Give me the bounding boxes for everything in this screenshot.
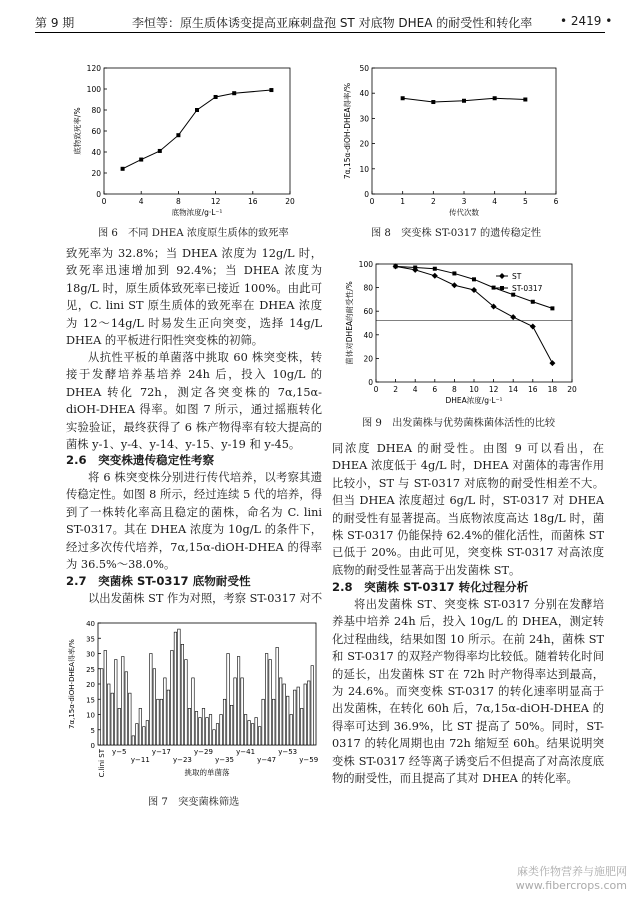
y-tick-label: 10 [86, 711, 95, 720]
fig7-bar [234, 678, 237, 745]
y-tick-label: 120 [86, 64, 101, 73]
fig7-bar [311, 666, 314, 745]
y-tick-label: 0 [364, 190, 369, 199]
plot-frame [104, 68, 290, 194]
paragraph-p3: 将 6 株突变株分别进行传代培养，以考察其遗传稳定性。如图 8 所示，经过连续 5 代的培养，得到了一株转化率高且稳定的菌株，命名为 C. lini ST-0317。其在 DHEA 浓度为 10g/L 的条件下，经过多次传代培养，7α,15α-diOH-DHEA 的得率为 36.5%～38.0%。 [66, 471, 322, 572]
y-tick-label: 20 [363, 354, 373, 364]
x-tick-label: 2 [393, 385, 398, 394]
x-tick-label: 6 [553, 197, 559, 206]
x-axis-label: 底物浓度/g·L⁻¹ [171, 208, 223, 217]
fig7-bar [244, 715, 247, 746]
x-axis-label: 传代次数 [449, 208, 479, 217]
fig7-category-label: y−47 [257, 756, 277, 764]
fig9-legend-marker-0 [499, 273, 505, 279]
x-tick-label: 18 [547, 385, 558, 394]
fig7-bar [276, 647, 279, 745]
fig7-bar [220, 715, 223, 746]
fig9-legend-marker-1 [500, 286, 504, 290]
fig7-bar [272, 699, 275, 745]
fig7-category-label: y−23 [172, 756, 192, 764]
fig7-bar [199, 718, 202, 745]
fig7-bar [153, 669, 156, 745]
y-tick-label: 20 [86, 681, 95, 689]
fig7-bar [279, 678, 282, 745]
paragraph-p6: 将出发菌株 ST、突变株 ST-0317 分别在发酵培养基中培养 24h 后，投入 10g/L 的 DHEA，测定转化过程曲线，结果如图 10 所示。在前 24h，菌株 ST 和 ST-0317 的双羟产物得率均比较低。随着转化时间的延长，出发菌株 ST 在 72h 时产物得率达到最高，为 24.6%。而突变株 ST-0317 的转化速率明显高于出发菌株，在转化 60h 后，7α,15α-diOH-DHEA 的得率可达到 36.9%，比 ST 提高了 50%。同时，ST-0317 的转化周期也由 72h 缩短至 60h。结果说明突变株 ST-0317 经等离子诱变后不但提高了对高浓度底物的耐受性，而且提高了其对 DHEA 的转化率。 [332, 598, 604, 786]
fig7-bar [125, 672, 128, 745]
issue-number: 第 9 期 [35, 16, 75, 30]
fig7-bar [132, 736, 135, 745]
fig7-category-label: y−59 [299, 756, 319, 764]
fig7-bar [139, 708, 142, 745]
x-axis-label: DHEA浓度/g·L⁻¹ [445, 396, 503, 405]
fig7-bar [192, 678, 195, 745]
y-tick-label: 40 [86, 620, 95, 628]
fig7-bar [227, 654, 230, 746]
fig9-data-point-0 [432, 273, 438, 279]
x-tick-label: 12 [210, 197, 221, 206]
fig7-bar [213, 730, 216, 745]
fig7-bar [111, 693, 114, 745]
y-tick-label: 60 [363, 307, 373, 317]
fig7-bar [251, 724, 254, 745]
fig9-data-point-1 [550, 306, 554, 310]
fig7-bar [171, 650, 174, 745]
y-tick-label: 0 [96, 190, 101, 199]
y-axis-label: 底物致死率/% [73, 107, 82, 155]
fig7-category-label: y−53 [278, 748, 298, 756]
y-tick-label: 40 [359, 89, 369, 99]
fig7-bar [216, 724, 219, 745]
x-tick-label: 0 [101, 197, 107, 206]
fig7-bar [230, 705, 233, 745]
x-tick-label: 4 [492, 197, 498, 206]
x-tick-label: 6 [432, 385, 438, 394]
fig6-data-point [214, 95, 218, 99]
y-tick-label: 15 [86, 696, 95, 705]
fig7-bar [108, 684, 111, 745]
y-tick-label: 20 [359, 139, 369, 149]
y-tick-label: 25 [86, 665, 95, 674]
fig7-bar [181, 644, 184, 745]
fig6-data-point [269, 88, 273, 92]
fig8-chart [338, 60, 566, 218]
x-tick-label: 20 [285, 197, 295, 206]
fig7-bar [150, 654, 153, 746]
fig9-data-point-1 [511, 293, 515, 297]
running-title: 李恒等：原生质体诱变提高亚麻刺盘孢 ST 对底物 DHEA 的耐受性和转化率 [132, 16, 533, 30]
fig8-caption: 图 8 突变株 ST-0317 的遗传稳定性 [371, 228, 542, 239]
fig7-bar [167, 690, 170, 745]
y-tick-label: 60 [91, 127, 101, 136]
fig7-bar [129, 693, 132, 745]
fig7-category-label: C.lini ST [97, 749, 106, 778]
paragraph-p1: 致死率为 32.8%；当 DHEA 浓度为 12g/L 时，致死率迅速增加到 92.4%；当 DHEA 浓度为 18g/L 时，原生质体致死率已接近 100%。由此可见，C. lini ST 原生质体的致死率在 DHEA 浓度为 12～14g/L 时易发生正向突变，选择 14g/L DHEA 的平板进行阳性突变株的初筛。 [66, 247, 322, 348]
fig7-bar [104, 650, 107, 745]
fig7-bar [122, 657, 125, 745]
fig7-bar [174, 632, 177, 745]
fig7-bar [258, 727, 261, 745]
fig7-bar [262, 699, 265, 745]
x-tick-label: 12 [488, 385, 499, 394]
fig7-bar [115, 660, 118, 745]
paragraph-p2: 从抗性平板的单菌落中挑取 60 株突变株，转接于发酵培养基培养 24h 后，投入 10g/L 的 DHEA 转化 72h，测定各突变株的 7α,15α-diOH-DHEA 得率。如图 7 所示，通过摇瓶转化实验验证，最终获得了 6 株产物得率有较大提高的菌株 y-1、y-4、y-14、y-15、y-19 和 y-45。 [66, 351, 322, 452]
x-tick-label: 16 [528, 385, 538, 394]
fig6-data-point [176, 133, 180, 137]
page-number: • 2419 • [560, 14, 613, 28]
fig7-category-label: y−5 [112, 748, 127, 756]
fig9-data-point-0 [451, 282, 457, 288]
y-tick-label: 40 [91, 148, 101, 157]
fig8-data-point [431, 100, 435, 104]
fig7-bar [188, 708, 191, 745]
fig8-data-point [401, 96, 405, 100]
fig8-data-point [462, 99, 466, 103]
x-tick-label: 14 [508, 385, 518, 394]
fig7-bar [185, 660, 188, 745]
x-tick-label: 0 [369, 197, 375, 206]
x-tick-label: 4 [138, 197, 144, 206]
fig9-data-point-1 [492, 286, 496, 290]
x-tick-label: 8 [452, 385, 457, 394]
watermark [516, 865, 627, 893]
y-tick-label: 100 [358, 260, 373, 269]
section-2-6-heading: 2.6 突变株遗传稳定性考察 [66, 453, 215, 467]
plot-frame [376, 264, 572, 382]
x-axis-label: 挑取的单菌落 [184, 768, 230, 777]
fig7-bar [118, 708, 121, 745]
fig7-bar [265, 654, 268, 746]
y-tick-label: 40 [363, 330, 373, 340]
paragraph-p4: 以出发菌株 ST 作为对照，考察 ST-0317 对不 [88, 592, 323, 605]
fig7-bar [195, 711, 198, 745]
fig9-data-point-0 [530, 324, 536, 330]
fig9-caption: 图 9 出发菌株与优势菌株菌体活性的比较 [362, 418, 556, 429]
y-tick-label: 50 [359, 64, 369, 73]
y-axis-label: 菌体对DHEA的耐受性/% [345, 281, 354, 365]
fig7-bar [293, 690, 296, 745]
watermark-line1: 麻类作物营养与施肥网 [517, 865, 627, 878]
fig7-chart [64, 615, 322, 790]
x-tick-label: 3 [461, 197, 467, 206]
fig7-bar [237, 657, 240, 745]
y-axis-label: 7α,15α-diOH-DHEA得率/% [343, 82, 352, 180]
fig7-bar [209, 715, 212, 746]
fig6-data-point [195, 108, 199, 112]
x-tick-label: 10 [469, 385, 479, 394]
fig7-bar [304, 684, 307, 745]
x-tick-label: 2 [430, 197, 436, 206]
fig7-bar [100, 669, 103, 745]
x-tick-label: 1 [400, 197, 406, 206]
fig7-bar [157, 699, 160, 745]
fig9-data-point-1 [531, 300, 535, 304]
fig9-chart [340, 258, 580, 408]
fig7-bar [290, 715, 293, 746]
fig7-bar [307, 681, 310, 745]
y-tick-label: 30 [359, 114, 369, 124]
fig7-category-label: y−41 [236, 748, 256, 756]
fig7-bar [297, 687, 300, 745]
fig7-bar [283, 684, 286, 745]
fig7-bar [143, 727, 146, 745]
fig7-bar [223, 699, 226, 745]
fig6-series-line [123, 90, 272, 169]
fig9-data-point-1 [413, 266, 417, 270]
fig7-bar [146, 721, 149, 745]
fig9-data-point-1 [452, 271, 456, 275]
fig6-data-point [139, 158, 143, 162]
fig7-bar [248, 721, 251, 745]
fig6-data-point [158, 149, 162, 153]
fig7-bar [202, 708, 205, 745]
fig7-bar [160, 699, 163, 745]
fig9-legend-label-1: ST-0317 [512, 284, 543, 293]
paragraph-p5: 同浓度 DHEA 的耐受性。由图 9 可以看出，在 DHEA 浓度低于 4g/L 时，DHEA 对菌体的毒害作用比较小，ST 与 ST-0317 对底物的耐受性相差不大。但当 DHEA 浓度超过 6g/L 时，ST-0317 对 DHEA 的耐受性有显著提高。当底物浓度高达 18g/L 时，菌株 ST-0317 仍能保持 62.4%的催化活性，而菌株 ST 已低于 20%。由此可见，突变株 ST-0317 对高浓度底物的耐受性显著高于出发菌株 ST。 [332, 442, 604, 577]
fig7-bar [269, 660, 272, 745]
x-tick-label: 8 [176, 197, 181, 206]
watermark-line2: www.fibercrops.com [515, 879, 627, 892]
fig8-data-point [493, 96, 497, 100]
x-tick-label: 16 [248, 197, 258, 206]
fig6-data-point [121, 167, 125, 171]
fig9-data-point-0 [549, 360, 555, 366]
fig7-category-label: y−11 [130, 756, 150, 764]
y-tick-label: 80 [91, 106, 101, 115]
plot-frame [372, 68, 556, 194]
fig9-data-point-0 [510, 314, 516, 320]
fig7-category-label: y−35 [215, 756, 235, 764]
x-tick-label: 5 [522, 197, 528, 206]
fig9-data-point-1 [472, 277, 476, 281]
y-tick-label: 35 [86, 635, 95, 644]
y-tick-label: 30 [86, 650, 95, 659]
fig9-data-point-1 [433, 267, 437, 271]
fig6-chart [68, 60, 300, 218]
y-tick-label: 100 [86, 85, 101, 94]
x-tick-label: 20 [567, 385, 577, 394]
y-tick-label: 20 [91, 169, 101, 178]
header-rule [35, 32, 605, 33]
fig6-data-point [232, 91, 236, 95]
fig9-data-point-1 [394, 264, 398, 268]
fig7-bar [136, 724, 139, 745]
fig7-category-label: y−17 [151, 748, 171, 756]
x-tick-label: 0 [373, 385, 379, 394]
fig7-category-label: y−29 [194, 748, 213, 756]
fig7-bar [178, 629, 181, 745]
fig7-bar [164, 678, 167, 745]
y-tick-label: 5 [90, 726, 95, 735]
fig7-bar [300, 708, 303, 745]
fig9-legend-label-0: ST [512, 272, 522, 281]
fig8-data-point [523, 98, 527, 102]
fig7-bar [241, 678, 244, 745]
y-axis-label: 7α,15α-diOH-DHEA得率/% [68, 639, 76, 729]
y-tick-label: 0 [90, 742, 95, 750]
fig7-bar [206, 718, 209, 745]
fig6-caption: 图 6 不同 DHEA 浓度原生质体的致死率 [98, 228, 289, 239]
fig7-caption: 图 7 突变菌株筛选 [148, 797, 240, 808]
fig7-bar [286, 696, 289, 745]
section-2-8-heading: 2.8 突菌株 ST-0317 转化过程分析 [332, 580, 529, 594]
y-tick-label: 0 [368, 378, 373, 387]
y-tick-label: 10 [359, 164, 369, 174]
y-tick-label: 80 [363, 283, 373, 293]
x-tick-label: 4 [412, 385, 418, 394]
section-2-7-heading: 2.7 突菌株 ST-0317 底物耐受性 [66, 574, 251, 588]
fig7-bar [255, 718, 258, 745]
